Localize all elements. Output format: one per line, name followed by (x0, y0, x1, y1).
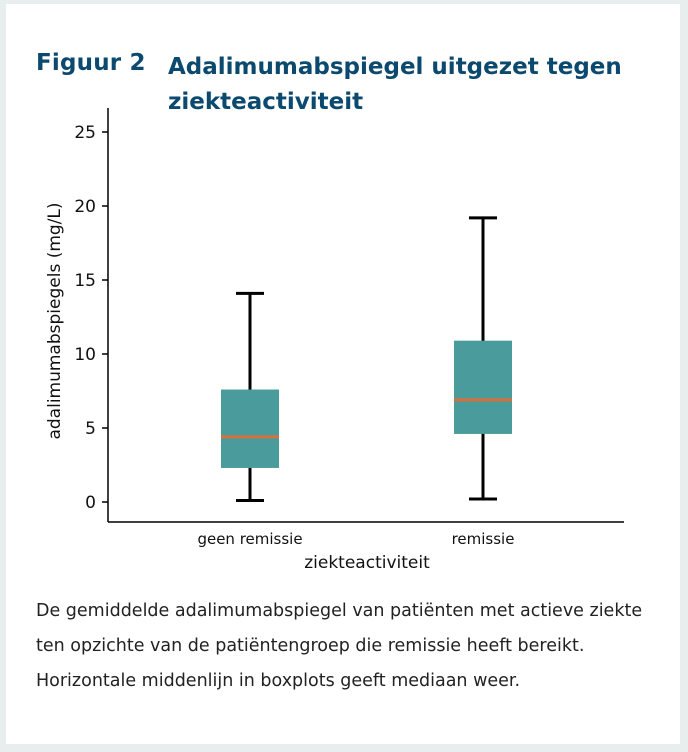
box-iqr (221, 390, 279, 468)
x-axis-label: ziekteactiviteit (304, 553, 430, 573)
boxplot-chart (6, 4, 680, 584)
box-group (454, 218, 512, 499)
y-axis-label: adalimumabspiegels (mg/L) (45, 202, 65, 440)
y-tick-label: 0 (85, 493, 96, 513)
y-tick-label: 5 (85, 419, 96, 439)
box-group (221, 293, 279, 500)
figure-caption (36, 594, 656, 699)
axes (108, 108, 624, 522)
y-tick-label: 25 (74, 123, 96, 143)
caption-line-2: Horizontale middenlijn in boxplots geeft mediaan weer. (36, 671, 521, 691)
figure-label: Figuur 2 (36, 50, 146, 76)
boxes (221, 218, 512, 501)
figure-panel (6, 4, 680, 744)
box-iqr (454, 341, 512, 434)
figure-title: Adalimumabspiegel uitgezet tegen ziekteactiviteit (168, 54, 622, 115)
y-ticks (74, 123, 108, 513)
x-tick-label: geen remissie (197, 530, 303, 548)
y-tick-label: 20 (74, 197, 96, 217)
caption-line-1: De gemiddelde adalimumabspiegel van patiënten met actieve ziekte ten opzichte van de patiëntengroep die remissie heeft bereikt. (36, 601, 643, 656)
y-tick-label: 15 (74, 271, 96, 291)
x-ticks (197, 530, 514, 548)
y-tick-label: 10 (74, 345, 96, 365)
x-tick-label: remissie (451, 530, 515, 548)
